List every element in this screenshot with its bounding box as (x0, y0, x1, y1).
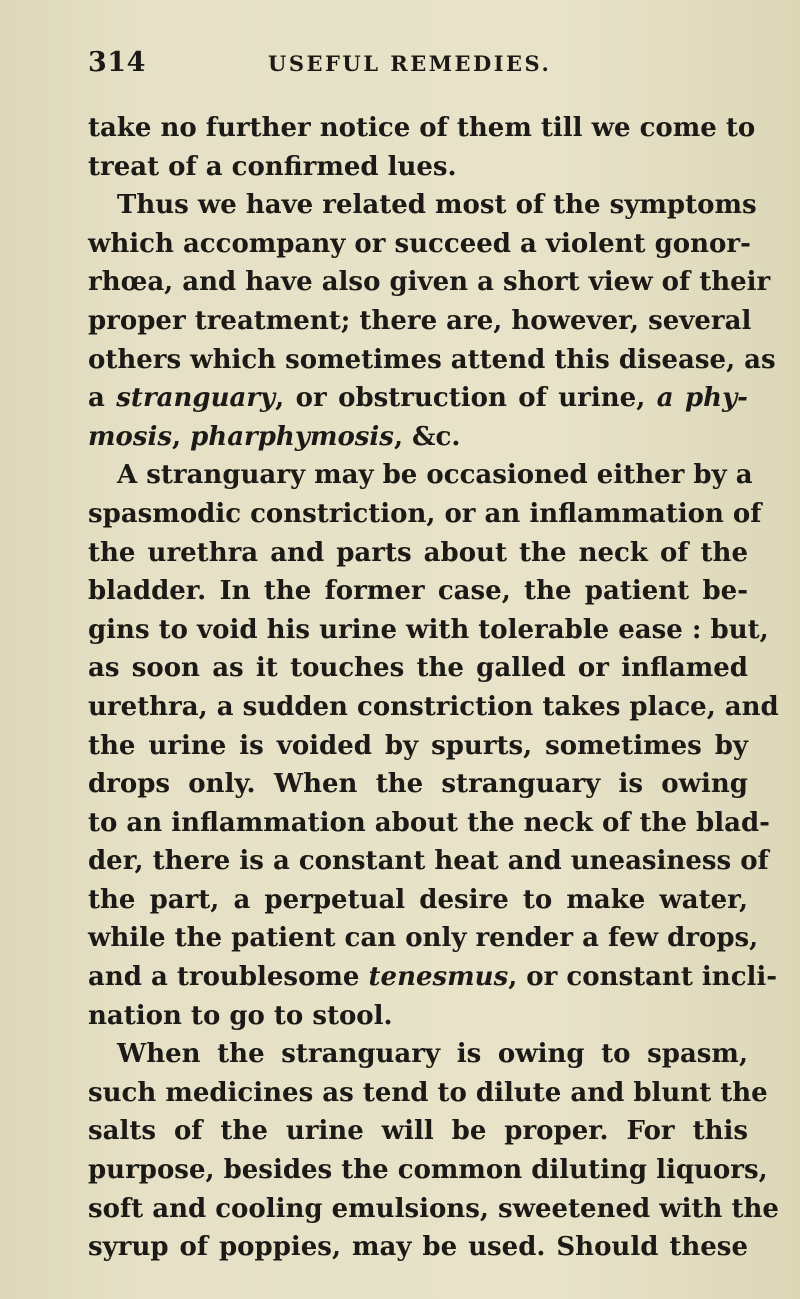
text-line (88, 919, 759, 958)
text-segment: such medicines as tend to dilute and blunt the (88, 1077, 768, 1108)
text-segment: A stranguary may be occasioned either by a (117, 460, 753, 491)
text-segment: salts of the urine will be proper. For this (88, 1116, 748, 1147)
text-segment: others which sometimes attend this disease, as (88, 344, 776, 375)
text-segment: and a troublesome (88, 962, 369, 993)
text-line (88, 649, 748, 688)
text-line (88, 534, 748, 573)
text-segment: Thus we have related most of the symptoms (117, 190, 757, 221)
text-line (88, 765, 748, 804)
text-segment: gins to void his urine with tolerable ease : but, (88, 614, 769, 645)
text-segment: soft and cooling emulsions, sweetened with the (88, 1193, 779, 1224)
italic-term: pharphymosis (190, 421, 394, 452)
text-line (88, 804, 770, 843)
text-line (88, 341, 776, 380)
text-segment: the part, a perpetual desire to make water, (88, 884, 748, 915)
text-line (88, 263, 771, 302)
text-segment: the urine is voided by spurts, sometimes by (88, 730, 748, 761)
text-line (88, 727, 748, 766)
page-header (88, 47, 748, 87)
text-segment: take no further notice of them till we come to (88, 113, 756, 143)
text-line (88, 688, 779, 727)
text-segment: nation to go to stool. (88, 1000, 393, 1031)
text-line (88, 1190, 779, 1229)
italic-term: a phy- (656, 383, 748, 414)
text-segment: the urethra and parts about the neck of the (88, 537, 748, 568)
text-line (88, 1035, 748, 1074)
text-segment: a (88, 383, 117, 414)
text-segment: syrup of poppies, may be used. Should these (88, 1232, 748, 1263)
text-line (88, 379, 748, 418)
text-segment: , (172, 421, 191, 452)
text-segment: , or constant incli- (508, 962, 778, 993)
text-line (88, 572, 748, 611)
text-line (88, 958, 778, 997)
text-line (88, 611, 769, 650)
italic-term: stranguary (116, 383, 276, 414)
text-line (88, 302, 752, 341)
text-line (88, 495, 762, 534)
text-segment: which accompany or succeed a violent gonor- (88, 228, 751, 259)
text-segment: while the patient can only render a few drops, (88, 923, 759, 954)
text-line (88, 1112, 748, 1151)
text-segment: drops only. When the stranguary is owing (88, 769, 748, 800)
running-head: USEFUL REMEDIES. (268, 51, 552, 76)
text-segment: , &c. (393, 421, 461, 452)
text-segment: proper treatment; there are, however, several (88, 305, 752, 336)
text-segment: When the stranguary is owing to spasm, (117, 1039, 748, 1070)
text-segment: bladder. In the former case, the patient be- (88, 576, 748, 607)
text-segment: as soon as it touches the galled or inflamed (88, 653, 748, 684)
text-segment: treat of a confirmed lues. (88, 151, 457, 182)
text-line (88, 109, 756, 148)
page-number: 314 (88, 47, 146, 78)
text-line (88, 418, 748, 457)
text-line (88, 997, 748, 1036)
text-segment: urethra, a sudden constriction takes place, and (88, 691, 779, 722)
text-line (88, 148, 748, 187)
text-line (88, 456, 753, 495)
text-line (88, 1228, 748, 1267)
text-segment: der, there is a constant heat and uneasiness of (88, 846, 769, 877)
text-line (88, 881, 748, 920)
text-segment: to an inflammation about the neck of the blad- (88, 807, 770, 838)
text-line (88, 186, 757, 225)
text-line (88, 1074, 768, 1113)
text-line (88, 1151, 768, 1190)
text-segment: spasmodic constriction, or an inflammation of (88, 498, 762, 529)
italic-term: tenesmus (368, 962, 509, 993)
text-line (88, 225, 751, 264)
body-text (88, 109, 779, 1267)
text-segment: purpose, besides the common diluting liquors, (88, 1155, 768, 1186)
text-line (88, 842, 769, 881)
text-segment: rhœa, and have also given a short view of their (88, 267, 771, 298)
text-segment: , or obstruction of urine, (275, 383, 657, 414)
italic-term: mosis (88, 421, 173, 452)
